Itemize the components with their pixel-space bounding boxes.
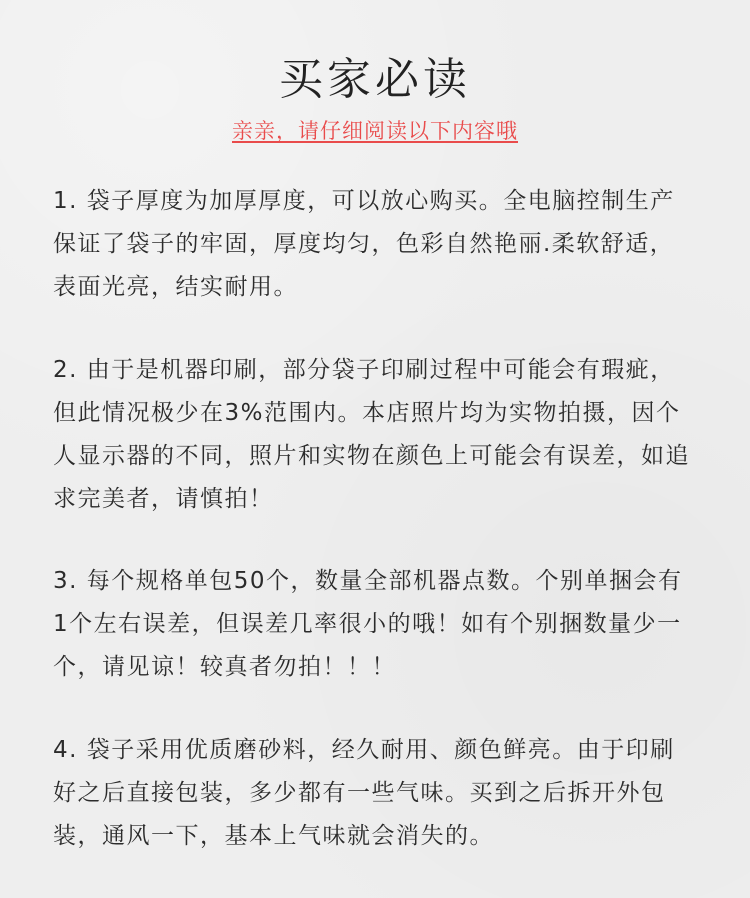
page-title: 买家必读 (279, 54, 471, 105)
notice-item-2: 2. 由于是机器印刷，部分袋子印刷过程中可能会有瑕疵，但此情况极少在3%范围内。本店照片均为实物拍摄，因个人显示器的不同，照片和实物在颜色上可能会有误差，如追求完美者，请慎拍！ (53, 357, 690, 512)
notice-item-4: 4. 袋子采用优质磨砂料，经久耐用、颜色鲜亮。由于印刷好之后直接包装，多少都有一些气味。买到之后拆开外包装，通风一下，基本上气味就会消失的。 (53, 737, 675, 849)
notice-item-1: 1. 袋子厚度为加厚厚度，可以放心购买。全电脑控制生产保证了袋子的牢固，厚度均匀，色彩自然艳丽.柔软舒适，表面光亮，结实耐用。 (53, 188, 675, 300)
page-subtitle: 亲亲，请仔细阅读以下内容哦 (232, 119, 518, 143)
notice-item-3: 3. 每个规格单包50个，数量全部机器点数。个别单捆会有1个左右误差，但误差几率很小的哦！如有个别捆数量少一个，请见谅！较真者勿拍！！！ (53, 568, 683, 680)
